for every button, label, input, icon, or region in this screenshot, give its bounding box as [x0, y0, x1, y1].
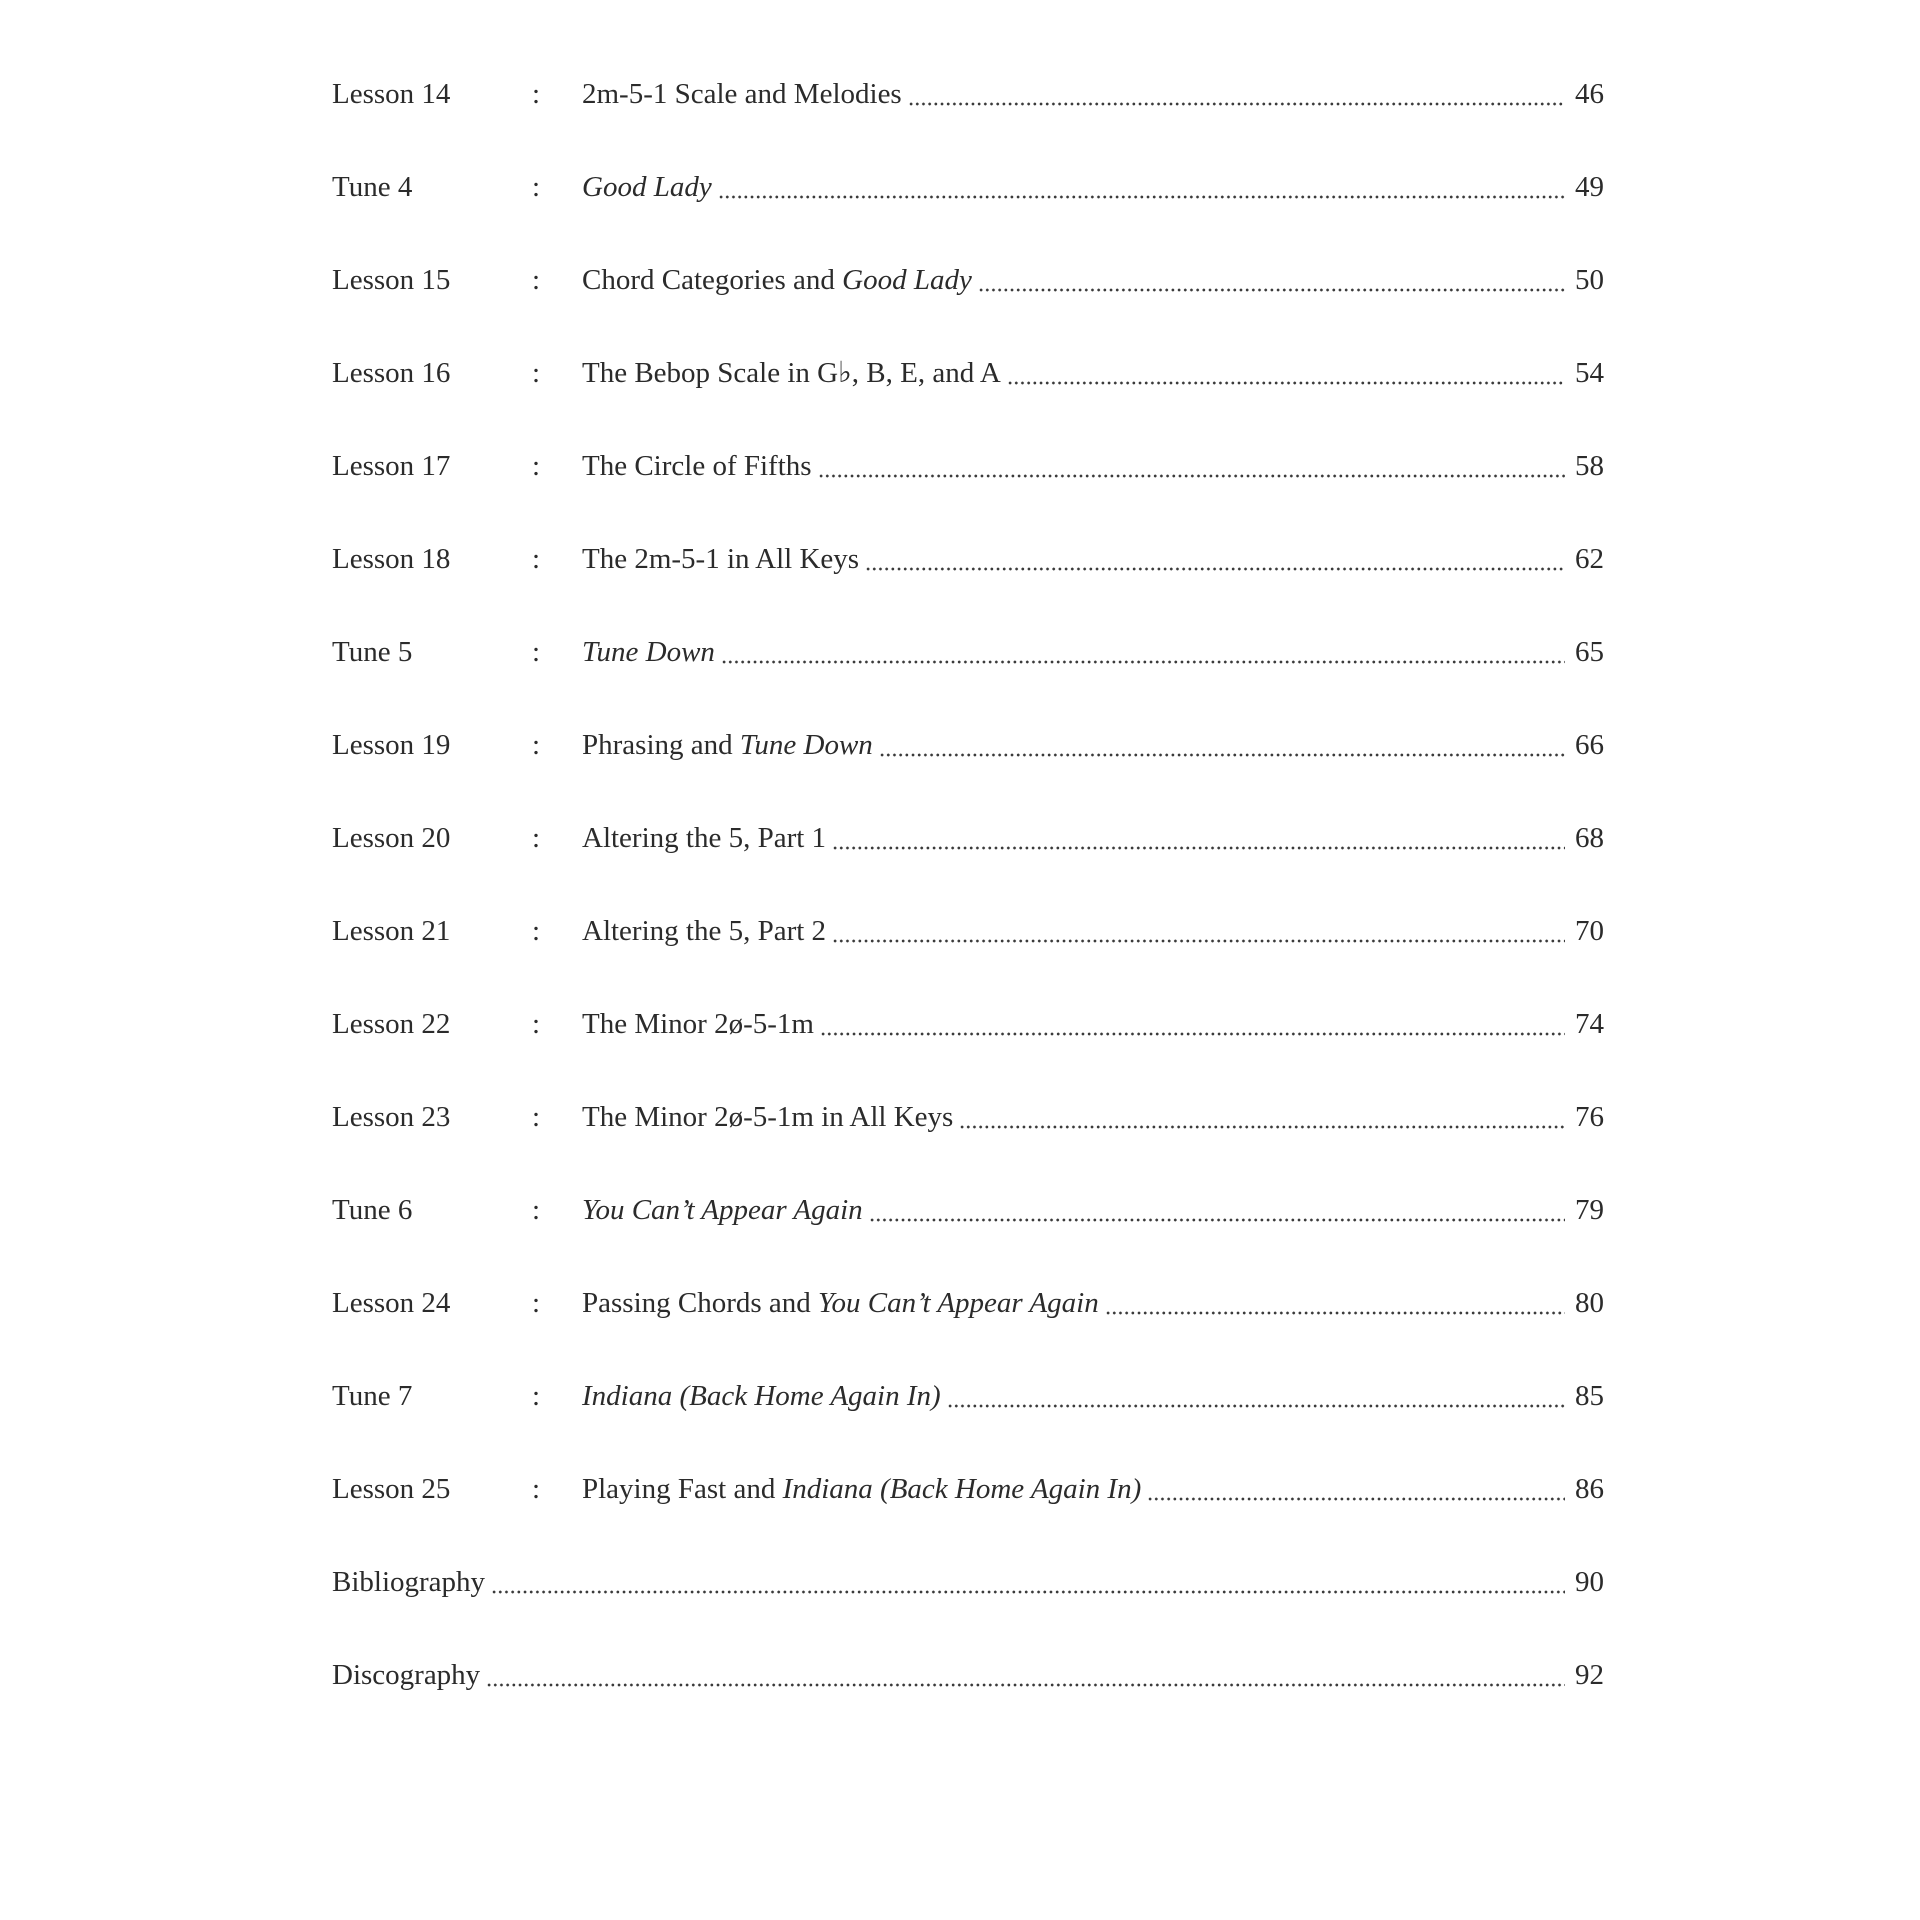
- entry-title-text: Phrasing and: [582, 729, 740, 761]
- entry-colon: :: [532, 1380, 541, 1412]
- entry-colon: :: [532, 1008, 541, 1040]
- entry-title: [582, 440, 812, 492]
- page-number: 62: [1575, 543, 1604, 575]
- dot-leader: [718, 170, 1565, 200]
- entry-label: Tune 4: [332, 161, 412, 213]
- entry-label: Lesson 23: [332, 1091, 450, 1143]
- entry-title-italic: Tune Down: [739, 729, 873, 761]
- toc-entry-lesson-15[interactable]: [332, 254, 1604, 347]
- toc-entry-lesson-16[interactable]: [332, 347, 1604, 440]
- entry-line: [332, 1649, 1604, 1701]
- entry-line: [582, 68, 1604, 120]
- entry-colon: :: [532, 1101, 541, 1133]
- entry-label: Lesson 18: [332, 533, 450, 585]
- entry-title: [582, 161, 712, 213]
- dot-leader: [865, 542, 1565, 572]
- toc-entry-lesson-22[interactable]: [332, 998, 1604, 1091]
- entry-title: [582, 68, 902, 120]
- page-number: 85: [1575, 1380, 1604, 1412]
- entry-title-text: Passing Chords and: [582, 1287, 819, 1319]
- entry-label: Lesson 22: [332, 998, 450, 1050]
- entry-colon: :: [532, 543, 541, 575]
- dot-leader: [879, 728, 1565, 758]
- page-number: 49: [1575, 171, 1604, 203]
- entry-title: [582, 719, 873, 771]
- page-number: 79: [1575, 1194, 1604, 1226]
- entry-label: Lesson 15: [332, 254, 450, 306]
- page-number: 90: [1575, 1566, 1604, 1598]
- dot-leader: [486, 1658, 1565, 1688]
- entry-line: [582, 998, 1604, 1050]
- toc-entry-tune-6[interactable]: [332, 1184, 1604, 1277]
- page-number: 66: [1575, 729, 1604, 761]
- entry-colon: :: [532, 1287, 541, 1319]
- toc-entry-lesson-19[interactable]: [332, 719, 1604, 812]
- entry-title-italic: Indiana (Back Home Again In): [782, 1473, 1142, 1505]
- entry-colon: :: [532, 450, 541, 482]
- entry-colon: :: [532, 915, 541, 947]
- entry-line: [582, 1184, 1604, 1236]
- toc-entry-tune-5[interactable]: [332, 626, 1604, 719]
- entry-title: [582, 626, 715, 678]
- entry-label: Lesson 25: [332, 1463, 450, 1515]
- entry-title-text: Chord Categories and: [582, 264, 843, 296]
- page-number: 70: [1575, 915, 1604, 947]
- entry-colon: :: [532, 1194, 541, 1226]
- dot-leader: [1007, 356, 1565, 386]
- entry-title: [582, 1184, 863, 1236]
- entry-title: [582, 905, 826, 957]
- page-number: 86: [1575, 1473, 1604, 1505]
- entry-colon: :: [532, 822, 541, 854]
- entry-line: [582, 161, 1604, 213]
- entry-colon: :: [532, 171, 541, 203]
- entry-title-italic: Good Lady: [842, 264, 972, 296]
- page-number: 46: [1575, 78, 1604, 110]
- entry-title-italic: Tune Down: [582, 636, 715, 668]
- entry-label: Lesson 19: [332, 719, 450, 771]
- entry-title: [582, 1091, 953, 1143]
- entry-colon: :: [532, 636, 541, 668]
- entry-title: [582, 1277, 1099, 1329]
- entry-line: [582, 1370, 1604, 1422]
- entry-title: Discography: [332, 1659, 481, 1691]
- toc-entry-discography[interactable]: [332, 1649, 1604, 1742]
- entry-label: Lesson 24: [332, 1277, 450, 1329]
- entry-title: [582, 347, 1001, 399]
- entry-title-text: The 2m-5-1 in All Keys: [582, 543, 860, 575]
- entry-label: Lesson 20: [332, 812, 450, 864]
- toc-entry-tune-4[interactable]: [332, 161, 1604, 254]
- entry-line: [582, 254, 1604, 306]
- page-number: 50: [1575, 264, 1604, 296]
- dot-leader: [491, 1565, 1565, 1595]
- entry-line: [582, 719, 1604, 771]
- entry-label: Lesson 16: [332, 347, 450, 399]
- entry-title-italic: Good Lady: [582, 171, 712, 203]
- page-number: 65: [1575, 636, 1604, 668]
- entry-title-text: Altering the 5, Part 2: [582, 915, 827, 947]
- dot-leader: [869, 1193, 1565, 1223]
- entry-title: [582, 812, 826, 864]
- dot-leader: [818, 449, 1565, 479]
- dot-leader: [832, 821, 1565, 851]
- toc-entry-lesson-25[interactable]: [332, 1463, 1604, 1556]
- dot-leader: [820, 1007, 1565, 1037]
- entry-line: [582, 812, 1604, 864]
- table-of-contents: [332, 68, 1604, 1742]
- entry-title-text: 2m-5-1 Scale and Melodies: [582, 78, 902, 110]
- entry-title: [582, 254, 972, 306]
- toc-entry-lesson-20[interactable]: [332, 812, 1604, 905]
- page-number: 92: [1575, 1659, 1604, 1691]
- entry-title: Bibliography: [332, 1566, 486, 1598]
- page-number: 80: [1575, 1287, 1604, 1319]
- toc-entry-tune-7[interactable]: [332, 1370, 1604, 1463]
- entry-line: [582, 533, 1604, 585]
- dot-leader: [721, 635, 1565, 665]
- entry-title-text: Altering the 5, Part 1: [582, 822, 827, 854]
- toc-entry-lesson-21[interactable]: [332, 905, 1604, 998]
- entry-label: Lesson 21: [332, 905, 450, 957]
- entry-line: [582, 440, 1604, 492]
- page-number: 76: [1575, 1101, 1604, 1133]
- toc-entry-lesson-24[interactable]: [332, 1277, 1604, 1370]
- dot-leader: [1147, 1472, 1565, 1502]
- entry-title: [582, 998, 814, 1050]
- dot-leader: [832, 914, 1565, 944]
- entry-line: [582, 626, 1604, 678]
- page-number: 58: [1575, 450, 1604, 482]
- entry-line: [582, 347, 1604, 399]
- entry-line: [582, 905, 1604, 957]
- entry-colon: :: [532, 78, 541, 110]
- entry-title-italic: Indiana (Back Home Again In): [582, 1380, 941, 1412]
- dot-leader: [1105, 1286, 1565, 1316]
- entry-title: [582, 1463, 1141, 1515]
- entry-colon: :: [532, 357, 541, 389]
- dot-leader: [947, 1379, 1565, 1409]
- dot-leader: [978, 263, 1565, 293]
- entry-line: [582, 1091, 1604, 1143]
- toc-entry-lesson-23[interactable]: [332, 1091, 1604, 1184]
- entry-colon: :: [532, 729, 541, 761]
- toc-entry-lesson-17[interactable]: [332, 440, 1604, 533]
- toc-entry-lesson-14[interactable]: [332, 68, 1604, 161]
- entry-title-text: Playing Fast and: [582, 1473, 783, 1505]
- entry-colon: :: [532, 264, 541, 296]
- entry-label: Lesson 14: [332, 68, 450, 120]
- entry-title-text: The Minor 2ø-5-1m: [582, 1008, 814, 1040]
- entry-label: Tune 6: [332, 1184, 412, 1236]
- entry-title-text: The Circle of Fifths: [582, 450, 812, 482]
- entry-line: [582, 1463, 1604, 1515]
- page-number: 68: [1575, 822, 1604, 854]
- entry-line: [332, 1556, 1604, 1608]
- entry-label: Lesson 17: [332, 440, 450, 492]
- entry-title-italic: You Can’t Appear Again: [582, 1194, 863, 1226]
- toc-entry-bibliography[interactable]: [332, 1556, 1604, 1649]
- entry-colon: :: [532, 1473, 541, 1505]
- dot-leader: [959, 1100, 1565, 1130]
- toc-entry-lesson-18[interactable]: [332, 533, 1604, 626]
- entry-title: [582, 533, 859, 585]
- entry-label: Tune 5: [332, 626, 412, 678]
- entry-label: Tune 7: [332, 1370, 412, 1422]
- page-number: 54: [1575, 357, 1604, 389]
- entry-title-text: The Bebop Scale in G♭, B, E, and A: [582, 357, 1001, 389]
- entry-line: [582, 1277, 1604, 1329]
- entry-title-text: The Minor 2ø-5-1m in All Keys: [582, 1101, 954, 1133]
- page-number: 74: [1575, 1008, 1604, 1040]
- dot-leader: [908, 77, 1565, 107]
- entry-title: [582, 1370, 941, 1422]
- entry-title-italic: You Can’t Appear Again: [818, 1287, 1099, 1319]
